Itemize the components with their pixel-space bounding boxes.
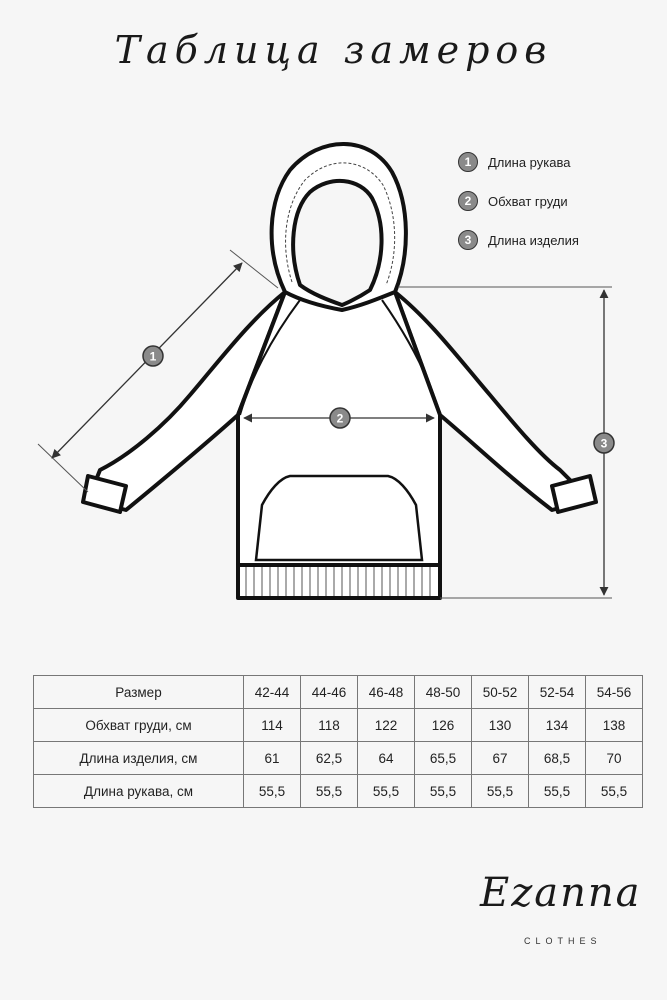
- row-label: Длина изделия, см: [34, 742, 244, 775]
- legend-number: 3: [458, 230, 478, 250]
- row-label: Длина рукава, см: [34, 775, 244, 808]
- table-header-row: [34, 676, 643, 709]
- measurement-legend: [458, 152, 579, 269]
- row-label: Обхват груди, см: [34, 709, 244, 742]
- hood-opening: [293, 181, 381, 305]
- legend-label: Длина рукава: [488, 154, 571, 170]
- svg-text:1: 1: [149, 349, 157, 364]
- size-cell: 50-52: [472, 676, 529, 709]
- table-cell: 122: [358, 709, 415, 742]
- table-cell: 55,5: [586, 775, 643, 808]
- hem-band: [238, 565, 440, 598]
- table-cell: 126: [415, 709, 472, 742]
- kangaroo-pocket: [256, 476, 422, 560]
- legend-item-chest: [458, 191, 579, 211]
- table-cell: 55,5: [529, 775, 586, 808]
- table-cell: 68,5: [529, 742, 586, 775]
- table-cell: 134: [529, 709, 586, 742]
- table-cell: 64: [358, 742, 415, 775]
- table-cell: 55,5: [244, 775, 301, 808]
- size-cell: 48-50: [415, 676, 472, 709]
- legend-number: 2: [458, 191, 478, 211]
- legend-label: Обхват груди: [488, 193, 568, 209]
- table-header-label: Размер: [34, 676, 244, 709]
- table-cell: 130: [472, 709, 529, 742]
- svg-text:3: 3: [600, 436, 608, 451]
- table-row: [34, 775, 643, 808]
- legend-label: Длина изделия: [488, 232, 579, 248]
- size-table: [33, 675, 643, 808]
- table-cell: 62,5: [301, 742, 358, 775]
- table-cell: 114: [244, 709, 301, 742]
- svg-text:2: 2: [336, 411, 344, 426]
- table-row: [34, 709, 643, 742]
- size-cell: 46-48: [358, 676, 415, 709]
- size-cell: 52-54: [529, 676, 586, 709]
- table-cell: 55,5: [415, 775, 472, 808]
- table-cell: 70: [586, 742, 643, 775]
- table-cell: 55,5: [472, 775, 529, 808]
- size-cell: 42-44: [244, 676, 301, 709]
- table-row: [34, 742, 643, 775]
- page-title: Таблица замеров: [114, 28, 553, 72]
- legend-item-sleeve: [458, 152, 579, 172]
- size-cell: 54-56: [586, 676, 643, 709]
- brand-name: Ezanna: [480, 870, 642, 916]
- table-cell: 55,5: [301, 775, 358, 808]
- brand-logo: [480, 870, 640, 960]
- table-cell: 138: [586, 709, 643, 742]
- table-cell: 55,5: [358, 775, 415, 808]
- size-cell: 44-46: [301, 676, 358, 709]
- legend-number: 1: [458, 152, 478, 172]
- table-cell: 65,5: [415, 742, 472, 775]
- legend-item-length: [458, 230, 579, 250]
- table-cell: 118: [301, 709, 358, 742]
- table-cell: 61: [244, 742, 301, 775]
- table-cell: 67: [472, 742, 529, 775]
- brand-subtitle: CLOTHES: [524, 936, 602, 946]
